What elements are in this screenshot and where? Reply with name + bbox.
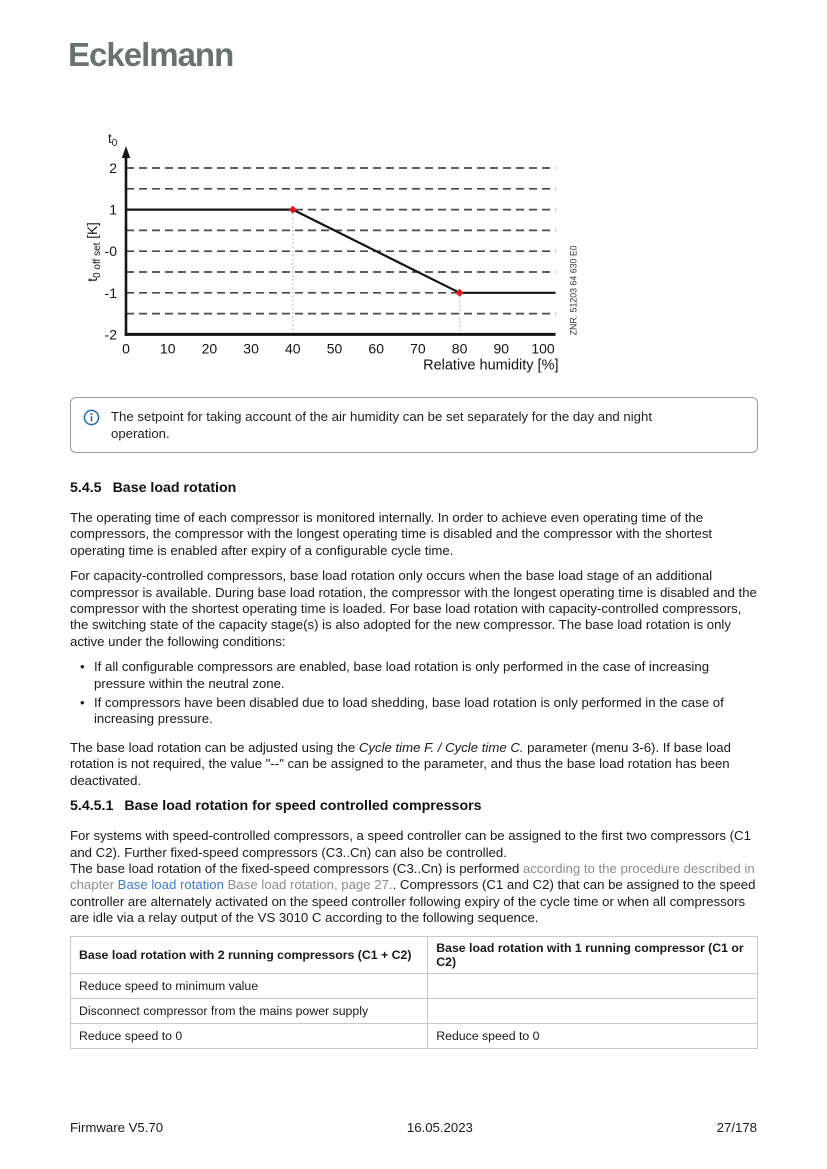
text-segment: . Compressors (C1 and C2) that can be assigned to the speed controller are alternately activated on the speed controller following expiry of the cycle time or when all compressors are idle via a relay output of the VS 3010 C according to the following sequence. [70,877,756,926]
x-tick-label: 70 [410,340,426,357]
x-tick-label: 80 [451,340,468,357]
section-heading-545 [70,480,758,497]
x-tick-label: 10 [159,340,176,357]
y-axis-top-label: $t_0$ [108,131,118,149]
bullet-icon: • [80,659,85,675]
footer-page-number: 27/178 [716,1120,757,1135]
y-tick-label: -1 [104,284,117,301]
table-header-row [71,936,758,973]
text-segment: The base load rotation can be adjusted using the [70,739,359,755]
list-item [70,695,758,728]
table-cell: Reduce speed to 0 [71,1023,428,1048]
text-segment: The base load rotation of the fixed-speed compressors (C3..Cn) is performed [70,860,523,876]
info-note [70,397,758,453]
parameter-name-text: Cycle time F. / Cycle time C. [358,739,524,755]
content-column [70,397,758,1049]
x-tick-label: 20 [201,340,218,357]
paragraph-capacity-controlled: For capacity-controlled compressors, base load rotation only occurs when the base load stage of an additional compressor is available. During base load rotation, the compressor with the longest operating time is disabled and the compressor with the shortest operating time is loaded. For base load rotation with capacity-controlled compressors, the switching state of the capacity stage(s) is also adopted for the new compressor. The base load rotation is only active under the following conditions: [70,568,757,649]
table-header-cell: Base load rotation with 2 running compressors (C1 + C2) [71,936,428,973]
section-number: 5.4.5.1 [70,798,114,815]
paragraph-cycle-time [70,740,758,789]
table-cell [428,998,758,1023]
page-footer [70,1120,757,1135]
y-tick-label: -2 [104,326,117,343]
y-tick-label: 2 [109,160,117,176]
table-row [71,1023,758,1048]
y-axis-title: $t_{0 off set}$ [K] [85,222,103,282]
list-item-text: If all configurable compressors are enabled, base load rotation is only performed in the case of increasing pressure within the neutral zone. [94,659,710,691]
footer-date: 16.05.2023 [406,1120,473,1135]
section-title: Base load rotation [112,480,237,496]
section-heading-5451 [70,798,758,815]
text-segment-muted: Base load rotation, page 27. [223,877,393,893]
section-number: 5.4.5 [70,480,102,496]
section-title: Base load rotation for speed controlled compressors [124,798,482,815]
table-header-cell: Base load rotation with 1 running compressor (C1 or C2) [428,936,758,973]
list-item [70,659,758,692]
x-axis-title: Relative humidity [%] [423,357,559,374]
x-tick-label: 90 [493,340,510,357]
table-cell: Disconnect compressor from the mains power supply [71,998,428,1023]
x-tick-label: 0 [122,340,130,357]
x-tick-label: 60 [368,340,384,357]
paragraph-speed-controlled [70,828,758,926]
y-axis-arrow-icon [122,146,130,158]
text-segment: parameter (menu 3-6). If base load rotation is not required, the value "--" can be assigned to the parameter, and thus the base load rotation has been deactivated. [70,739,731,788]
x-tick-label: 100 [531,340,555,357]
list-item-text: If compressors have been disabled due to load shedding, base load rotation is only performed in the case of increasing pressure. [94,695,724,727]
table-cell: Reduce speed to minimum value [71,973,428,998]
footer-firmware-version: Firmware V5.70 [70,1120,164,1135]
table-row [71,998,758,1023]
paragraph-operating-time: The operating time of each compressor is monitored internally. In order to achieve even operating time of the compressors, the compressor with the longest operating time is disabled and the compressor with the shortest operating time is enabled after expiry of a configurable cycle time. [70,510,713,558]
chart-marker [456,289,464,297]
text-segment-muted: according to the procedure described in chapter [70,860,755,893]
table-cell: Reduce speed to 0 [428,1023,758,1048]
info-note-text: The setpoint for taking account of the air humidity can be set separately for the day and night operation. [111,409,653,441]
company-logo: Eckelmann [68,36,234,73]
bullet-icon: • [80,695,85,711]
chart-marker [289,206,297,214]
chart-side-note: ZNR. 51203 64 630 E0 [568,245,579,336]
y-tick-label: -0 [104,243,117,260]
condition-list [70,659,758,728]
table-row [71,973,758,998]
x-tick-label: 50 [326,340,343,357]
info-icon [83,409,100,431]
text-segment: For systems with speed-controlled compressors, a speed controller can be assigned to the first two compressors (C1 and C2). Further fixed-speed compressors (C3..Cn) can also be controlled. [70,828,751,860]
rotation-sequence-table [70,936,758,1049]
x-tick-label: 30 [243,340,259,357]
x-tick-label: 40 [285,340,301,357]
y-tick-label: 1 [109,201,117,218]
chapter-cross-reference-link[interactable]: Base load rotation [117,877,224,893]
humidity-offset-chart [85,122,605,394]
table-cell [428,973,758,998]
